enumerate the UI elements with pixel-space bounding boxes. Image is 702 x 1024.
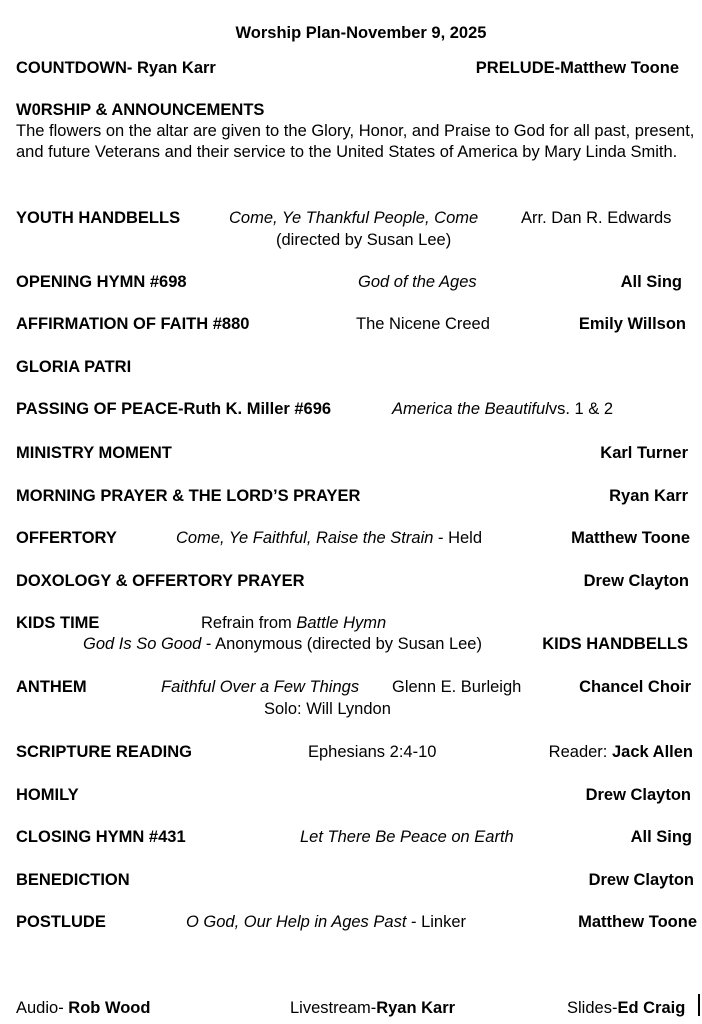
- affirmation-label: AFFIRMATION OF FAITH #880: [16, 315, 250, 333]
- offertory-label: OFFERTORY: [16, 529, 117, 547]
- closing-hymn-leader: All Sing: [630, 828, 692, 846]
- youth-handbells-note: (directed by Susan Lee): [276, 231, 452, 249]
- doxology-leader: Drew Clayton: [583, 572, 689, 590]
- scripture-passage: Ephesians 2:4-10: [308, 743, 437, 761]
- offertory-leader: Matthew Toone: [571, 529, 690, 547]
- scripture-reader-line: [549, 742, 693, 762]
- ministry-moment-label: MINISTRY MOMENT: [16, 444, 172, 462]
- youth-handbells-arranger: Arr. Dan R. Edwards: [521, 209, 672, 227]
- postlude-song-line: [186, 912, 466, 932]
- footer-audio-label: Audio-: [16, 999, 69, 1017]
- prelude-person: Matthew Toone: [560, 59, 679, 77]
- kids-song: God Is So Good: [83, 635, 202, 653]
- benediction-label: BENEDICTION: [16, 871, 130, 889]
- scripture-reading-label: SCRIPTURE READING: [16, 743, 193, 761]
- kids-song-note: - Anonymous (directed by Susan Lee): [201, 635, 482, 653]
- anthem-song: Faithful Over a Few Things: [161, 678, 360, 696]
- benediction-leader: Drew Clayton: [588, 871, 694, 889]
- worship-heading: W0RSHIP & ANNOUNCEMENTS: [16, 101, 265, 119]
- passing-of-peace-label: PASSING OF PEACE-Ruth K. Miller #696: [16, 400, 332, 418]
- postlude-leader: Matthew Toone: [578, 913, 697, 931]
- footer-livestream-label: Livestream-: [290, 999, 377, 1017]
- opening-hymn-song: God of the Ages: [358, 273, 477, 291]
- closing-hymn-label: CLOSING HYMN #431: [16, 828, 186, 846]
- offertory-song: Come, Ye Faithful, Raise the Strain: [176, 529, 434, 547]
- page-title: Worship Plan-November 9, 2025: [235, 24, 487, 42]
- postlude-label: POSTLUDE: [16, 913, 106, 931]
- youth-handbells-label: YOUTH HANDBELLS: [16, 209, 181, 227]
- footer-slides-person: Ed Craig: [617, 999, 686, 1017]
- countdown-line: COUNTDOWN- Ryan Karr: [16, 59, 216, 77]
- kids-handbells-leader: KIDS HANDBELLS: [542, 635, 688, 653]
- passing-of-peace-verses: vs. 1 & 2: [548, 400, 614, 418]
- kids-time-refrain: [201, 613, 386, 633]
- ministry-moment-leader: Karl Turner: [600, 444, 688, 462]
- footer-livestream: [290, 998, 455, 1018]
- opening-hymn-label: OPENING HYMN #698: [16, 273, 187, 291]
- footer-audio: [16, 998, 150, 1018]
- scripture-reader-label: Reader:: [548, 743, 612, 761]
- anthem-label: ANTHEM: [16, 678, 87, 696]
- postlude-song: O God, Our Help in Ages Past: [186, 913, 407, 931]
- postlude-composer: - Linker: [406, 913, 467, 931]
- text-cursor: [698, 994, 700, 1016]
- homily-leader: Drew Clayton: [585, 786, 691, 804]
- prelude-line: [476, 58, 679, 78]
- homily-label: HOMILY: [16, 786, 79, 804]
- morning-prayer-label: MORNING PRAYER & THE LORD’S PRAYER: [16, 487, 361, 505]
- gloria-patri-label: GLORIA PATRI: [16, 358, 132, 376]
- affirmation-leader: Emily Willson: [578, 315, 686, 333]
- kids-time-label: KIDS TIME: [16, 614, 100, 632]
- kids-refrain-prefix: Refrain from: [201, 614, 297, 632]
- anthem-composer: Glenn E. Burleigh: [392, 678, 522, 696]
- anthem-solo: Solo: Will Lyndon: [264, 700, 391, 718]
- closing-hymn-song: Let There Be Peace on Earth: [300, 828, 514, 846]
- prelude-label: PRELUDE-: [475, 59, 561, 77]
- offertory-song-line: [176, 528, 482, 548]
- affirmation-text: The Nicene Creed: [356, 315, 490, 333]
- footer-slides-label: Slides-: [567, 999, 618, 1017]
- youth-handbells-song: Come, Ye Thankful People, Come: [229, 209, 479, 227]
- opening-hymn-leader: All Sing: [620, 273, 682, 291]
- kids-time-song-line: [83, 634, 482, 654]
- footer-audio-person: Rob Wood: [68, 999, 151, 1017]
- kids-refrain-song: Battle Hymn: [296, 614, 387, 632]
- anthem-leader: Chancel Choir: [579, 678, 691, 696]
- footer-slides: [567, 998, 685, 1018]
- footer-livestream-person: Ryan Karr: [376, 999, 456, 1017]
- scripture-reader: Jack Allen: [611, 743, 693, 761]
- passing-of-peace-song: America the Beautiful: [392, 400, 549, 418]
- worship-announcement-text: The flowers on the altar are given to the Glory, Honor, and Praise to God for all past, present, and future Veterans and their service to the United States of America by Mary Linda Smith.: [16, 122, 695, 161]
- doxology-label: DOXOLOGY & OFFERTORY PRAYER: [16, 572, 305, 590]
- offertory-composer: - Held: [433, 529, 483, 547]
- passing-of-peace-song-line: [392, 399, 613, 419]
- morning-prayer-leader: Ryan Karr: [609, 487, 688, 505]
